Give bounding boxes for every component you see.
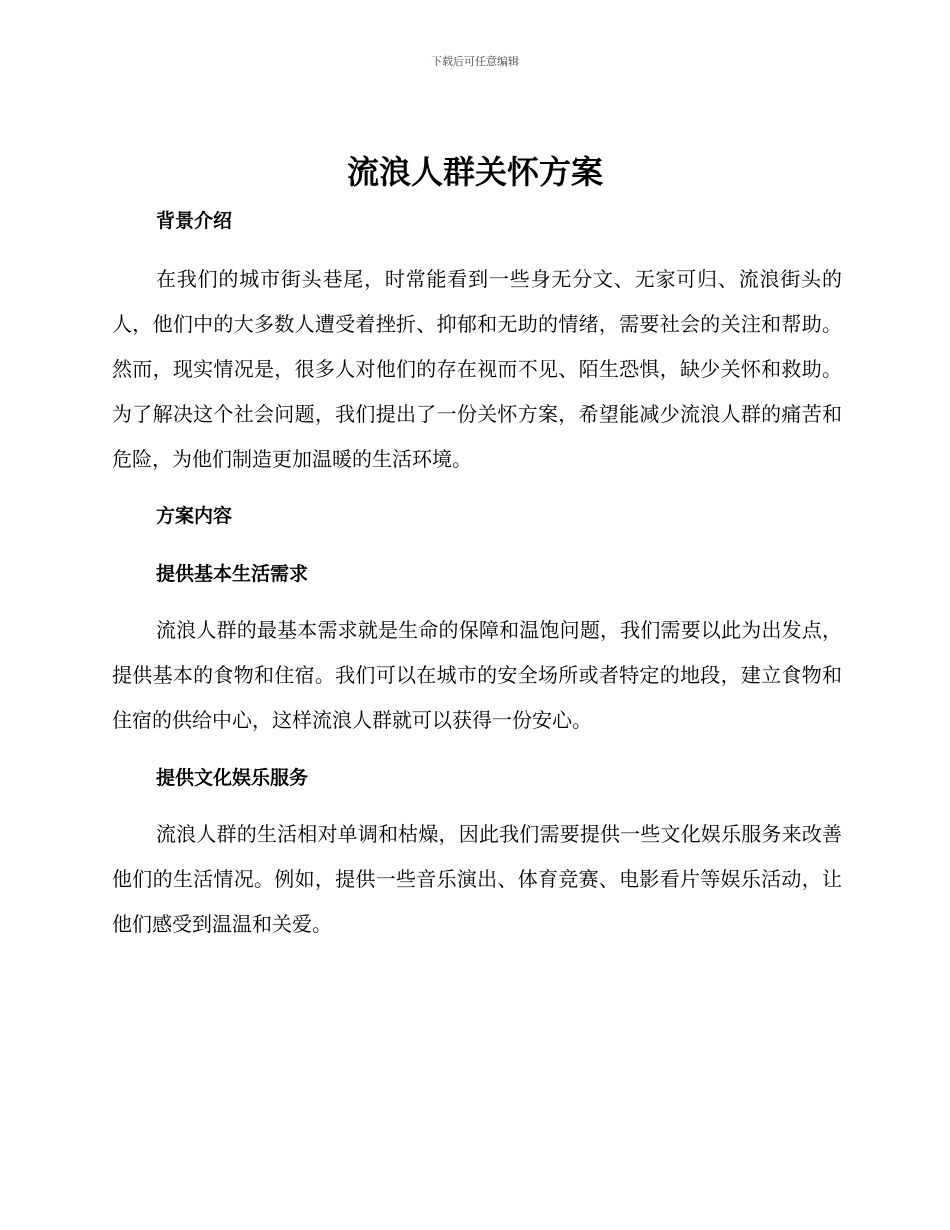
heading-background: 背景介绍 [156,210,233,232]
heading-plan-content: 方案内容 [156,505,233,527]
paragraph-culture-services: 流浪人群的生活相对单调和枯燥，因此我们需要提供一些文化娱乐服务来改善他们的生活情况。例如，提供一些音乐演出、体育竞赛、电影看片等娱乐活动，让他们感受到温温和关爱。 [112,822,842,936]
heading-basic-needs: 提供基本生活需求 [156,563,309,585]
paragraph-background: 在我们的城市街头巷尾，时常能看到一些身无分文、无家可归、流浪街头的人，他们中的大多数人遭受着挫折、抑郁和无助的情绪，需要社会的关注和帮助。然而，现实情况是，很多人对他们的存在视而不见、陌生恐惧，缺少关怀和救助。为了解决这个社会问题，我们提出了一份关怀方案，希望能减少流浪人群的痛苦和危险，为他们制造更加温暖的生活环境。 [112,267,842,471]
paragraph-basic-needs: 流浪人群的最基本需求就是生命的保障和温饱问题，我们需要以此为出发点，提供基本的食物和住宿。我们可以在城市的安全场所或者特定的地段，建立食物和住宿的供给中心，这样流浪人群就可以获得一份安心。 [112,618,842,732]
page-header-note: 下载后可任意编辑 [431,55,519,68]
heading-culture-services: 提供文化娱乐服务 [156,767,309,789]
document-title: 流浪人群关怀方案 [346,153,603,191]
